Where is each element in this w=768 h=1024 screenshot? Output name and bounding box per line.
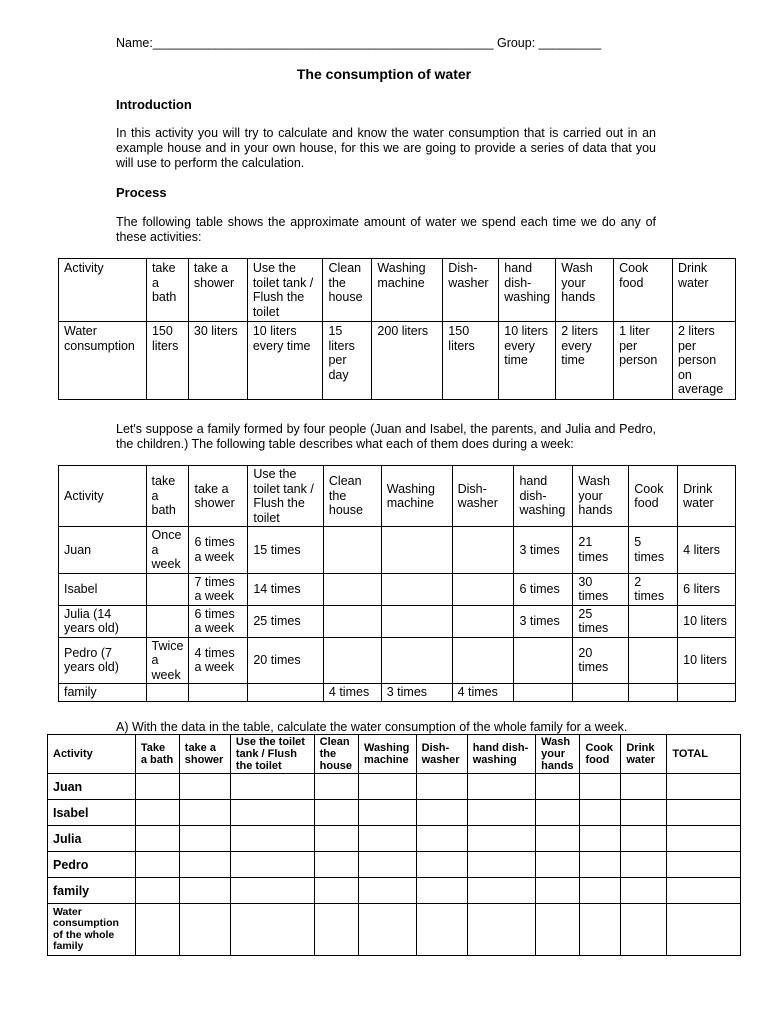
table-row <box>59 527 736 574</box>
table-cell: Washing machine <box>358 735 416 774</box>
table-cell: 15 liters per day <box>323 322 372 400</box>
answer-cell[interactable] <box>358 774 416 800</box>
table-row <box>59 322 736 400</box>
answer-cell[interactable] <box>314 852 358 878</box>
answer-cell[interactable] <box>621 904 667 956</box>
table-cell <box>381 605 452 637</box>
answer-cell[interactable] <box>135 800 179 826</box>
answer-cell[interactable] <box>314 826 358 852</box>
answer-cell[interactable] <box>667 826 741 852</box>
answer-cell[interactable] <box>536 826 580 852</box>
table-cell: Once a week <box>146 527 189 574</box>
table-cell: 2 liters per person on average <box>672 322 735 400</box>
answer-cell[interactable] <box>580 826 621 852</box>
answer-cell[interactable] <box>467 826 535 852</box>
table-cell: family <box>48 878 136 904</box>
table-cell: Isabel <box>48 800 136 826</box>
table-row <box>48 826 741 852</box>
answer-cell[interactable] <box>314 904 358 956</box>
table-cell: Clean the house <box>314 735 358 774</box>
name-group-line <box>116 36 601 50</box>
name-blank[interactable]: _________________________________________________ <box>152 36 494 50</box>
table-cell <box>323 605 381 637</box>
table-cell: 2 liters every time <box>556 322 614 400</box>
answer-cell[interactable] <box>536 904 580 956</box>
answer-cell[interactable] <box>467 852 535 878</box>
table-cell: hand dish-washing <box>514 466 573 527</box>
answer-cell[interactable] <box>667 878 741 904</box>
table-cell: Clean the house <box>323 466 381 527</box>
table-cell: Juan <box>59 527 147 574</box>
table-cell <box>323 527 381 574</box>
answer-cell[interactable] <box>135 826 179 852</box>
table-row <box>48 878 741 904</box>
answer-cell[interactable] <box>621 800 667 826</box>
answer-cell[interactable] <box>358 826 416 852</box>
table-cell: Cook food <box>580 735 621 774</box>
answer-cell[interactable] <box>230 826 314 852</box>
table-cell: 20 times <box>573 637 629 684</box>
answer-cell[interactable] <box>314 800 358 826</box>
answer-cell[interactable] <box>179 800 230 826</box>
table-cell: take a bath <box>146 466 189 527</box>
answer-cell[interactable] <box>230 904 314 956</box>
answer-cell[interactable] <box>667 852 741 878</box>
table-cell <box>514 637 573 684</box>
table-cell: Drink water <box>621 735 667 774</box>
table-cell <box>381 637 452 684</box>
answer-cell[interactable] <box>179 826 230 852</box>
table-row <box>59 605 736 637</box>
table-cell <box>146 605 189 637</box>
table-cell: 14 times <box>248 573 324 605</box>
answer-cell[interactable] <box>135 774 179 800</box>
table-row <box>59 573 736 605</box>
answer-cell[interactable] <box>358 800 416 826</box>
answer-cell[interactable] <box>467 878 535 904</box>
table-cell <box>323 637 381 684</box>
table-cell: TOTAL <box>667 735 741 774</box>
answer-cell[interactable] <box>358 852 416 878</box>
table-cell: 6 times <box>514 573 573 605</box>
table-cell <box>629 684 678 702</box>
table-cell: Activity <box>48 735 136 774</box>
table-cell: hand dish-washing <box>467 735 535 774</box>
answer-cell[interactable] <box>536 800 580 826</box>
table-cell: take a shower <box>188 259 247 322</box>
table-cell <box>381 527 452 574</box>
table-cell <box>146 684 189 702</box>
table-cell: Washing machine <box>372 259 443 322</box>
answer-cell[interactable] <box>580 800 621 826</box>
table-cell <box>189 684 248 702</box>
answer-cell[interactable] <box>135 852 179 878</box>
table-cell: 1 liter per person <box>614 322 673 400</box>
table-cell <box>381 573 452 605</box>
intro-heading: Introduction <box>116 97 192 112</box>
table-cell: 10 liters every time <box>247 322 323 400</box>
answer-cell[interactable] <box>314 878 358 904</box>
answer-cell[interactable] <box>667 904 741 956</box>
table-cell: 150 liters <box>146 322 188 400</box>
answer-cell[interactable] <box>536 852 580 878</box>
table-cell <box>629 637 678 684</box>
table-header-row <box>48 735 741 774</box>
table-cell: Activity <box>59 259 147 322</box>
table-cell: 4 times <box>323 684 381 702</box>
table-cell <box>452 637 514 684</box>
table-cell <box>452 527 514 574</box>
table-cell: take a shower <box>189 466 248 527</box>
table-cell: Julia <box>48 826 136 852</box>
table-header-row <box>59 259 736 322</box>
table-cell <box>678 684 736 702</box>
table-cell: Use the toilet tank / Flush the toilet <box>248 466 324 527</box>
table-cell: Clean the house <box>323 259 372 322</box>
table-cell: Dish-washer <box>443 259 499 322</box>
table-cell: 3 times <box>381 684 452 702</box>
intro-paragraph: In this activity you will try to calculate and know the water consumption that is carried out in an example house and in your own house, for this we are going to provide a series of data that you will use to perform the calculation. <box>116 126 656 170</box>
table-row <box>48 904 741 956</box>
answer-cell[interactable] <box>358 904 416 956</box>
table-cell: 3 times <box>514 605 573 637</box>
table-cell: take a shower <box>179 735 230 774</box>
table-cell: Twice a week <box>146 637 189 684</box>
name-label: Name: <box>116 36 153 50</box>
table-cell: 21 times <box>573 527 629 574</box>
table-cell: Wash your hands <box>573 466 629 527</box>
answer-cell[interactable] <box>179 878 230 904</box>
table-cell: Juan <box>48 774 136 800</box>
table-cell: 15 times <box>248 527 324 574</box>
table-cell: 20 times <box>248 637 324 684</box>
table-cell <box>146 573 189 605</box>
table-cell: 150 liters <box>443 322 499 400</box>
family-consumption-table <box>47 734 741 956</box>
answer-cell[interactable] <box>135 904 179 956</box>
answer-cell[interactable] <box>179 852 230 878</box>
table-cell: 4 times <box>452 684 514 702</box>
table-cell: Dish-washer <box>452 466 514 527</box>
table-cell: take a bath <box>146 259 188 322</box>
table-cell: Pedro <box>48 852 136 878</box>
table-cell: family <box>59 684 147 702</box>
table-cell: Wash your hands <box>536 735 580 774</box>
table-row <box>48 800 741 826</box>
table-cell: 10 liters <box>678 637 736 684</box>
table-cell: Use the toilet tank / Flush the toilet <box>247 259 323 322</box>
answer-cell[interactable] <box>416 852 467 878</box>
table-cell: Water consumption <box>59 322 147 400</box>
water-amount-table <box>58 258 736 400</box>
page-title: The consumption of water <box>296 66 472 82</box>
table-cell: Washing machine <box>381 466 452 527</box>
answer-cell[interactable] <box>536 878 580 904</box>
table-cell: 10 liters <box>678 605 736 637</box>
answer-cell[interactable] <box>580 878 621 904</box>
answer-cell[interactable] <box>621 852 667 878</box>
answer-cell[interactable] <box>416 774 467 800</box>
table-cell: Dish-washer <box>416 735 467 774</box>
table-cell <box>514 684 573 702</box>
answer-cell[interactable] <box>621 774 667 800</box>
answer-cell[interactable] <box>179 774 230 800</box>
table-cell <box>452 573 514 605</box>
table-cell: Take a bath <box>135 735 179 774</box>
table-cell <box>573 684 629 702</box>
table-cell: 2 times <box>629 573 678 605</box>
answer-cell[interactable] <box>667 774 741 800</box>
table-cell: 30 liters <box>188 322 247 400</box>
answer-cell[interactable] <box>230 878 314 904</box>
table-cell: Activity <box>59 466 147 527</box>
answer-cell[interactable] <box>467 800 535 826</box>
answer-cell[interactable] <box>230 800 314 826</box>
table-cell: 25 times <box>248 605 324 637</box>
group-label: Group: <box>496 36 536 50</box>
answer-cell[interactable] <box>467 774 535 800</box>
answer-cell[interactable] <box>580 774 621 800</box>
task-a-instruction: A) With the data in the table, calculate the water consumption of the whole family for a week. <box>116 720 628 734</box>
table-cell: Cook food <box>629 466 678 527</box>
table-cell: Isabel <box>59 573 147 605</box>
table-cell: 7 times a week <box>189 573 248 605</box>
answer-cell[interactable] <box>314 774 358 800</box>
table-cell: 5 times <box>629 527 678 574</box>
answer-cell[interactable] <box>621 826 667 852</box>
table-header-row <box>59 466 736 527</box>
table-cell <box>629 605 678 637</box>
answer-cell[interactable] <box>416 878 467 904</box>
table-cell: hand dish-washing <box>499 259 556 322</box>
table-cell: 200 liters <box>372 322 443 400</box>
family-paragraph: Let's suppose a family formed by four people (Juan and Isabel, the parents, and Julia and Pedro, the children.) The following table describes what each of them does during a week: <box>116 422 656 451</box>
table-cell: Use the toilet tank / Flush the toilet <box>230 735 314 774</box>
answer-cell[interactable] <box>135 878 179 904</box>
family-activity-table <box>58 465 736 702</box>
answer-cell[interactable] <box>621 878 667 904</box>
table-cell: 6 times a week <box>189 527 248 574</box>
answer-cell[interactable] <box>467 904 535 956</box>
table-cell: Water consumption of the whole family <box>48 904 136 956</box>
answer-cell[interactable] <box>667 800 741 826</box>
table-cell: 6 liters <box>678 573 736 605</box>
answer-cell[interactable] <box>230 852 314 878</box>
process-paragraph: The following table shows the approximate amount of water we spend each time we do any of these activities: <box>116 215 656 244</box>
answer-cell[interactable] <box>358 878 416 904</box>
table-cell: 30 times <box>573 573 629 605</box>
table-cell: 25 times <box>573 605 629 637</box>
answer-cell[interactable] <box>179 904 230 956</box>
table-cell: Cook food <box>614 259 673 322</box>
answer-cell[interactable] <box>580 852 621 878</box>
table-row <box>59 637 736 684</box>
process-heading: Process <box>116 185 167 200</box>
table-cell: Drink water <box>672 259 735 322</box>
answer-cell[interactable] <box>230 774 314 800</box>
table-cell: 4 times a week <box>189 637 248 684</box>
table-row <box>59 684 736 702</box>
table-cell <box>248 684 324 702</box>
group-blank[interactable]: _________ <box>538 36 602 50</box>
answer-cell[interactable] <box>416 826 467 852</box>
answer-cell[interactable] <box>536 774 580 800</box>
table-cell: Wash your hands <box>556 259 614 322</box>
table-cell: Pedro (7 years old) <box>59 637 147 684</box>
table-cell: 4 liters <box>678 527 736 574</box>
table-row <box>48 774 741 800</box>
table-cell: Drink water <box>678 466 736 527</box>
table-cell: Julia (14 years old) <box>59 605 147 637</box>
table-cell: 10 liters every time <box>499 322 556 400</box>
table-cell <box>452 605 514 637</box>
table-row <box>48 852 741 878</box>
answer-cell[interactable] <box>416 904 467 956</box>
answer-cell[interactable] <box>416 800 467 826</box>
table-cell: 6 times a week <box>189 605 248 637</box>
answer-cell[interactable] <box>580 904 621 956</box>
table-cell: 3 times <box>514 527 573 574</box>
table-cell <box>323 573 381 605</box>
